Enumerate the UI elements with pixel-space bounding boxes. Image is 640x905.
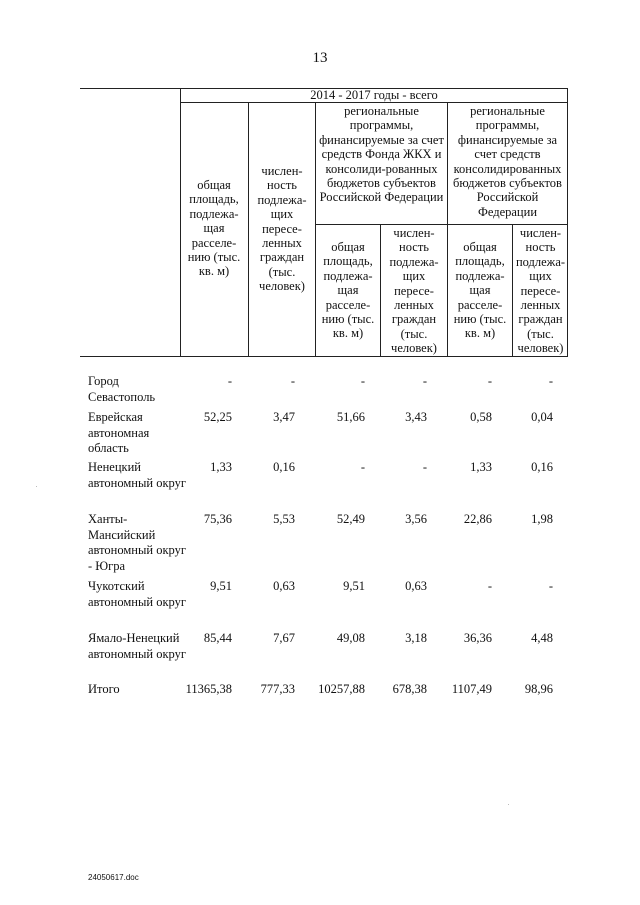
scan-speck bbox=[508, 804, 509, 805]
cell-budget-area: 22,86 bbox=[463, 512, 492, 526]
cell-total-people: 0,63 bbox=[273, 579, 295, 593]
cell-budget-people: - bbox=[548, 579, 553, 593]
subgroup-rule bbox=[315, 224, 568, 225]
cell-budget-people: 0,04 bbox=[531, 410, 553, 424]
cell-total-area: - bbox=[227, 374, 232, 388]
cell-total-people: - bbox=[290, 374, 295, 388]
cell-budget-people: - bbox=[548, 374, 553, 388]
sub-header-budget-area: общая площадь, подлежа-щая расселе-нию (тыс. кв. м) bbox=[453, 240, 507, 341]
col-divider-4 bbox=[380, 224, 381, 356]
cell-fund-area: 51,66 bbox=[336, 410, 365, 424]
cell-budget-area: - bbox=[487, 374, 492, 388]
cell-fund-people: 3,18 bbox=[405, 631, 427, 645]
table-header bbox=[0, 0, 640, 360]
cell-total-area: 75,36 bbox=[203, 512, 232, 526]
cell-total-people: 777,33 bbox=[260, 682, 295, 696]
cell-total-area: 9,51 bbox=[210, 579, 232, 593]
col-divider-5 bbox=[447, 102, 448, 356]
cell-budget-people: 98,96 bbox=[524, 682, 553, 696]
cell-budget-area: 0,58 bbox=[470, 410, 492, 424]
scan-speck bbox=[36, 486, 37, 487]
col-divider-6 bbox=[512, 224, 513, 356]
cell-total-area: 85,44 bbox=[203, 631, 232, 645]
region-name: Город Севастополь bbox=[88, 374, 156, 404]
cell-fund-people: 3,56 bbox=[405, 512, 427, 526]
cell-fund-area: 9,51 bbox=[343, 579, 365, 593]
sub-header-fund-people: числен-ность подлежа-щих пересе-ленных граждан (тыс. человек) bbox=[389, 226, 439, 356]
cell-fund-area: 52,49 bbox=[336, 512, 365, 526]
sub-header-budget-people: числен-ность подлежа-щих пересе-ленных граждан (тыс. человек) bbox=[515, 226, 566, 356]
cell-budget-area: 36,36 bbox=[463, 631, 492, 645]
page-number: 13 bbox=[312, 50, 328, 66]
cell-budget-area: - bbox=[487, 579, 492, 593]
cell-fund-people: - bbox=[422, 374, 427, 388]
cell-total-area: 1,33 bbox=[210, 460, 232, 474]
footer-filename: 24050617.doc bbox=[88, 873, 139, 882]
cell-budget-people: 4,48 bbox=[531, 631, 553, 645]
cell-fund-area: 49,08 bbox=[336, 631, 365, 645]
cell-fund-people: 0,63 bbox=[405, 579, 427, 593]
span-header: 2014 - 2017 годы - всего bbox=[310, 88, 438, 102]
sub-header-fund-area: общая площадь, подлежа-щая расселе-нию (тыс. кв. м) bbox=[321, 240, 375, 341]
cell-fund-people: 3,43 bbox=[405, 410, 427, 424]
col-header-total-area: общая площадь, подлежа-щая расселе-нию (тыс. кв. м) bbox=[187, 178, 241, 279]
cell-total-people: 3,47 bbox=[273, 410, 295, 424]
cell-fund-people: - bbox=[422, 460, 427, 474]
cell-total-people: 5,53 bbox=[273, 512, 295, 526]
cell-budget-area: 1107,49 bbox=[451, 682, 492, 696]
cell-fund-area: 10257,88 bbox=[318, 682, 365, 696]
region-name: Ямало-Ненецкий автономный округ bbox=[88, 631, 186, 661]
cell-fund-area: - bbox=[360, 460, 365, 474]
header-bottom-rule bbox=[80, 356, 568, 357]
region-name: Ненецкий автономный округ bbox=[88, 460, 186, 490]
cell-fund-people: 678,38 bbox=[392, 682, 427, 696]
cell-total-people: 0,16 bbox=[273, 460, 295, 474]
col-divider-right bbox=[567, 88, 568, 356]
group-header-budget: региональные программы, финансируемые за счет средств консолидированных бюджетов субъектов Российской Федерации bbox=[453, 104, 562, 219]
cell-budget-people: 0,16 bbox=[531, 460, 553, 474]
region-name: Ханты-Мансийский автономный округ - Югра bbox=[88, 512, 186, 573]
cell-budget-people: 1,98 bbox=[531, 512, 553, 526]
total-label: Итого bbox=[88, 682, 120, 696]
col-header-total-people: числен-ность подлежа-щих пересе-ленных граждан (тыс. человек) bbox=[257, 164, 307, 294]
group-header-fund: региональные программы, финансируемые за счет средств Фонда ЖКХ и консолиди-рованных бюджетов субъектов Российской Федерации bbox=[319, 104, 444, 205]
region-name: Чукотский автономный округ bbox=[88, 579, 186, 609]
col-divider-1 bbox=[180, 88, 181, 356]
cell-budget-area: 1,33 bbox=[470, 460, 492, 474]
cell-fund-area: - bbox=[360, 374, 365, 388]
col-divider-2 bbox=[248, 102, 249, 356]
cell-total-area: 11365,38 bbox=[185, 682, 232, 696]
region-name: Еврейская автономная область bbox=[88, 410, 150, 455]
cell-total-area: 52,25 bbox=[203, 410, 232, 424]
col-divider-3 bbox=[315, 102, 316, 356]
cell-total-people: 7,67 bbox=[273, 631, 295, 645]
